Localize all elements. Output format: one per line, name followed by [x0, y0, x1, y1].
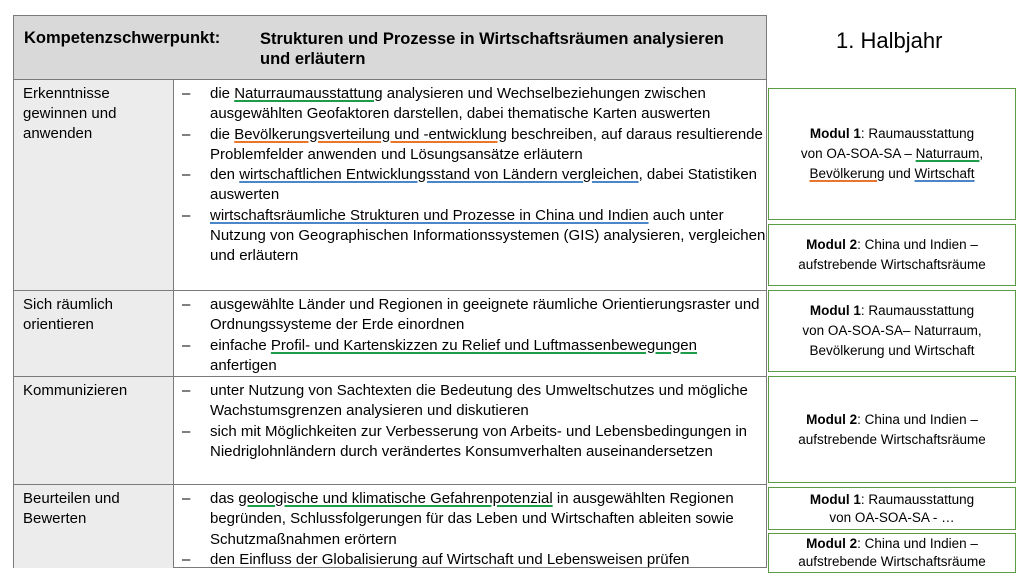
list-item: – den Einfluss der Globalisierung auf Wirtschaft und Lebensweisen prüfen: [182, 550, 690, 568]
list-item: – das geologische und klimatische Gefahrenpotenzial in ausgewählten Regionen begründen, Schlussfolgerungen für das Leben und Wirtschaften ableiten sowie Schutzmaßnahmen erörtern: [182, 490, 734, 548]
module-box: Modul 2: China und Indien – aufstrebende Wirtschaftsräume: [768, 224, 1016, 286]
list-item: – den wirtschaftlichen Entwicklungsstand von Ländern vergleichen, dabei Statistiken auswerten: [182, 166, 757, 204]
table-header: [14, 16, 766, 80]
items-cell: [174, 84, 766, 267]
module-box: Modul 1: Raumausstattung von OA-SOA-SA– Naturraum, Bevölkerung und Wirtschaft: [768, 290, 1016, 372]
category-cell: Sich räumlich orientieren: [14, 291, 174, 376]
header-label: Kompetenzschwerpunkt:: [24, 29, 221, 47]
highlight-naturraum: Naturraumausstattung: [234, 85, 383, 102]
module-box: Modul 1: Raumausstattung von OA-SOA-SA – Naturraum, Bevölkerung und Wirtschaft: [768, 88, 1016, 220]
module-label: Modul 1: [809, 126, 861, 141]
list-item: – die Bevölkerungsverteilung und -entwicklung beschreiben, auf daraus resultierende Problemfelder anwenden und Lösungsansätze erläutern: [182, 125, 763, 163]
list-item: – unter Nutzung von Sachtexten die Bedeutung des Umweltschutzes und mögliche Wachstumsgrenzen analysieren und diskutieren: [182, 382, 748, 420]
highlight-bevoelkerung: Bevölkerungsverteilung und -entwicklung: [234, 125, 507, 143]
list-item: – wirtschaftsräumliche Strukturen und Prozesse in China und Indien auch unter Nutzung von Geographischen Informationssystemen (GIS) analysieren, vergleichen und erläutern: [182, 206, 766, 265]
highlight-china-indien: wirtschaftsräumliche Strukturen und Prozesse in China und Indien: [210, 206, 649, 224]
list-item: – ausgewählte Länder und Regionen in geeignete räumliche Orientierungsraster und Ordnungssysteme der Erde einordnen: [182, 296, 760, 334]
items-cell: [174, 381, 766, 462]
highlight-profil: Profil- und Kartenskizzen zu Relief und Luftmassenbewegungen: [270, 336, 697, 354]
semester-title: 1. Halbjahr: [836, 28, 943, 53]
items-cell: [174, 489, 766, 570]
module-box: Modul 2: China und Indien – aufstrebende Wirtschaftsräume: [768, 533, 1016, 573]
list-item: – die Naturraumausstattung analysieren und Wechselbeziehungen zwischen ausgewählten Geofaktoren darstellen, dabei thematische Karten auswerten: [182, 85, 711, 123]
list-item: – sich mit Möglichkeiten zur Verbesserung von Arbeits- und Lebensbedingungen in Niedriglohnländern durch verändertes Konsumverhalten auseinandersetzen: [182, 422, 747, 460]
highlight-gefahren: geologische und klimatische Gefahrenpotenzial: [238, 490, 553, 507]
table-row-erkenntnisse: [14, 80, 766, 291]
module-label: Modul 1: [809, 303, 861, 318]
list-item: – einfache Profil- und Kartenskizzen zu Relief und Luftmassenbewegungen anfertigen: [182, 336, 697, 374]
category-cell: Kommunizieren: [14, 377, 174, 484]
header-title: Strukturen und Prozesse in Wirtschaftsräumen analysieren und erläutern: [260, 30, 724, 68]
module-label: Modul 2: [806, 237, 858, 252]
module-box: Modul 2: China und Indien – aufstrebende Wirtschaftsräume: [768, 376, 1016, 483]
module-label: Modul 1: [809, 491, 861, 507]
table-row-orientieren: [14, 291, 766, 377]
module-box: Modul 1: Raumausstattung von OA-SOA-SA - …: [768, 487, 1016, 530]
category-cell: Erkenntnisse gewinnen und anwenden: [14, 80, 174, 290]
items-cell: [174, 295, 766, 376]
module-label: Modul 2: [806, 411, 858, 427]
competence-table: [13, 15, 767, 568]
module-label: Modul 2: [806, 536, 858, 551]
category-cell: Beurteilen und Bewerten: [14, 485, 174, 568]
table-row-kommunizieren: [14, 377, 766, 485]
table-row-beurteilen: [14, 485, 766, 568]
highlight-wirtschaft: wirtschaftlichen Entwicklungsstand von Ländern vergleichen: [239, 166, 639, 184]
